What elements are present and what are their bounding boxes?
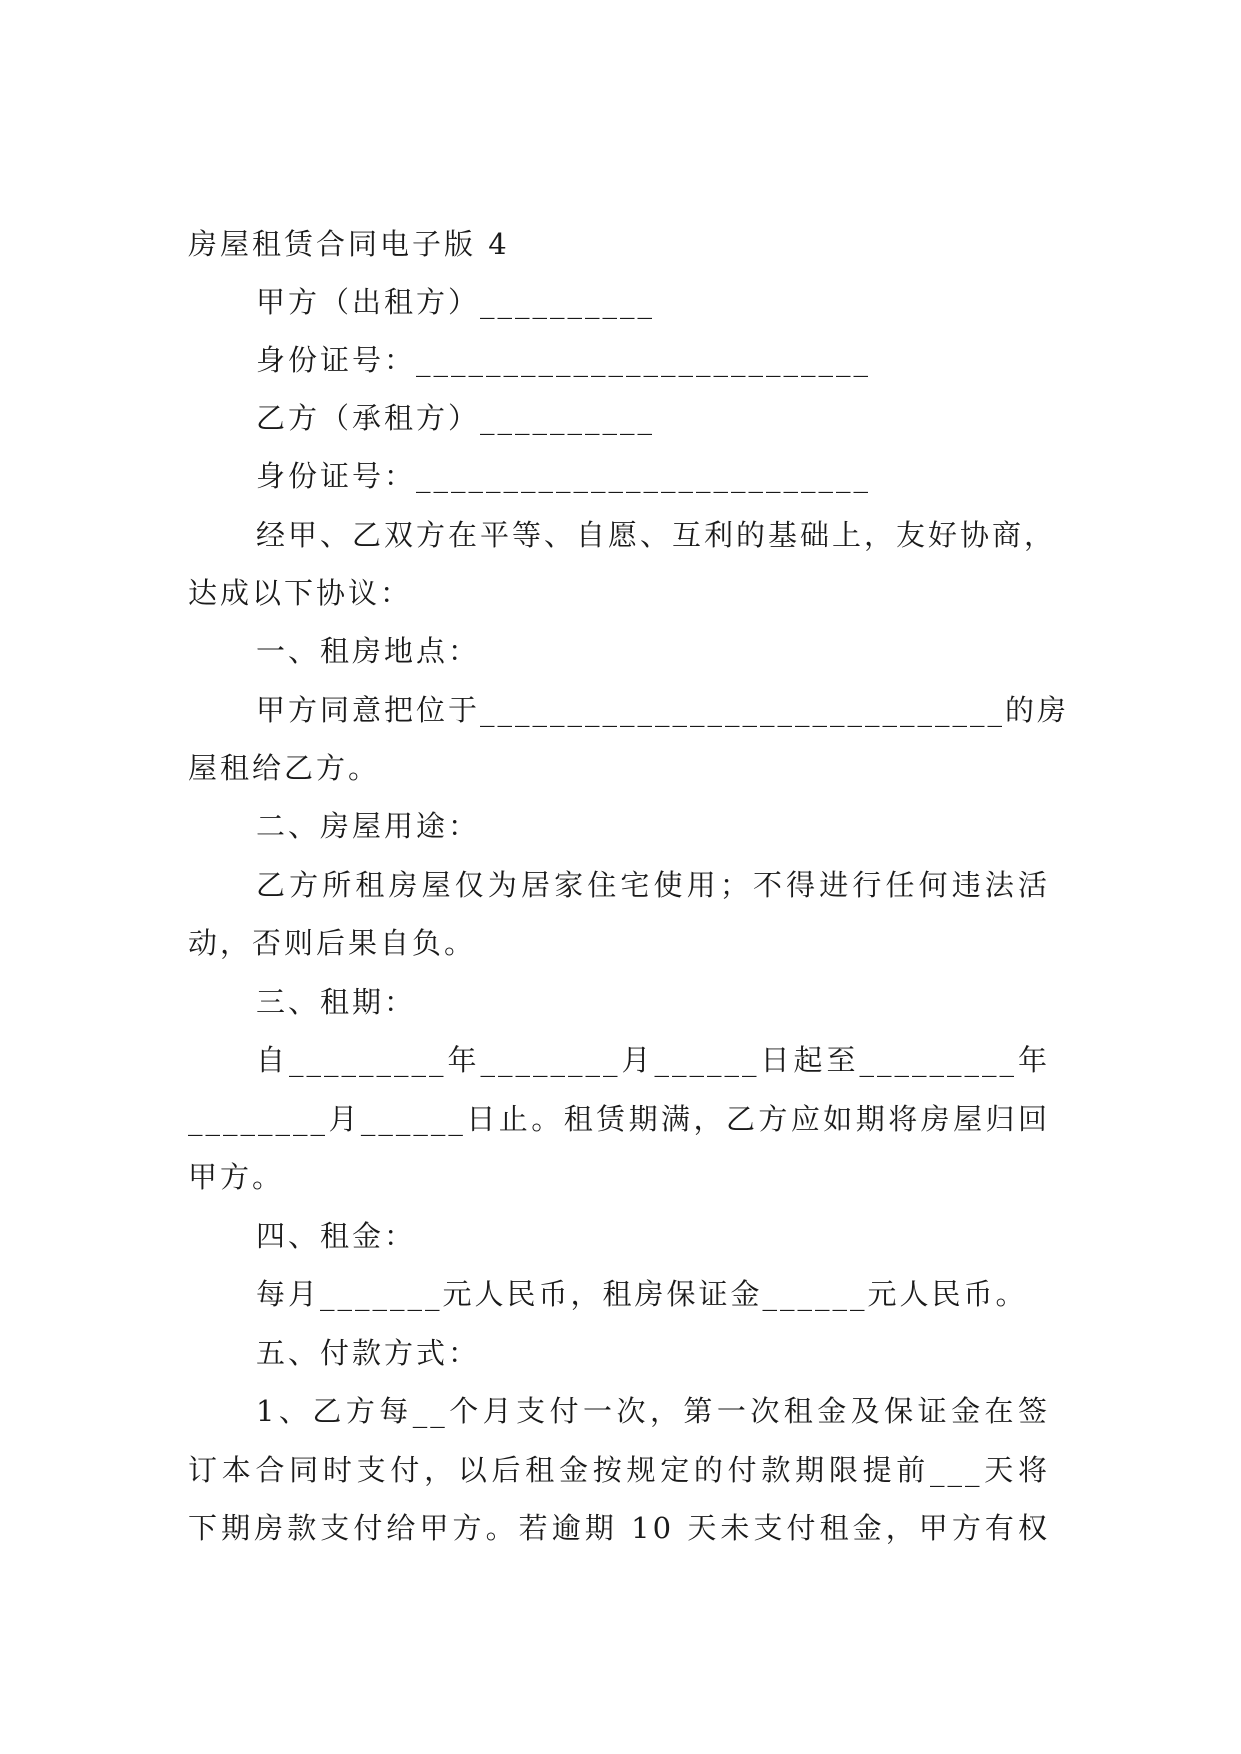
section-3-heading: 三、租期：: [256, 985, 417, 1019]
section-2-line-1: 乙方所租房屋仅为居家住宅使用；不得进行任何违法活: [256, 868, 1050, 902]
section-1-line-2: 屋租给乙方。: [188, 751, 381, 785]
document-title: 房屋租赁合同电子版 4: [188, 227, 510, 261]
preamble-line-2: 达成以下协议：: [188, 576, 413, 610]
section-5-line-1: 1、乙方每__个月支付一次，第一次租金及保证金在签: [256, 1394, 1050, 1428]
section-3-line-2: ________月______日止。租赁期满，乙方应如期将房屋归回: [188, 1102, 1050, 1136]
section-2-line-2: 动，否则后果自负。: [188, 926, 477, 960]
section-4-heading: 四、租金：: [256, 1219, 417, 1253]
section-5-heading: 五、付款方式：: [256, 1336, 481, 1370]
section-2-heading: 二、房屋用途：: [256, 809, 481, 843]
section-3-line-3: 甲方。: [188, 1160, 285, 1194]
section-4-line-1: 每月_______元人民币，租房保证金______元人民币。: [256, 1277, 1028, 1311]
party-b-id-line: 身份证号：__________________________: [256, 459, 872, 493]
party-a-id-line: 身份证号：__________________________: [256, 343, 872, 377]
section-5-line-2: 订本合同时支付，以后租金按规定的付款期限提前___天将: [188, 1453, 1050, 1487]
preamble-line-1: 经甲、乙双方在平等、自愿、互利的基础上，友好协商，: [256, 518, 1057, 552]
section-3-line-1: 自_________年________月______日起至_________年: [256, 1043, 1050, 1077]
party-a-line: 甲方（出租方）__________: [256, 285, 656, 319]
party-b-line: 乙方（承租方）__________: [256, 401, 656, 435]
section-1-line-1: 甲方同意把位于______________________________的房: [256, 693, 1070, 727]
section-1-heading: 一、租房地点：: [256, 634, 481, 668]
section-5-line-3: 下期房款支付给甲方。若逾期 10 天未支付租金，甲方有权: [188, 1511, 1050, 1545]
